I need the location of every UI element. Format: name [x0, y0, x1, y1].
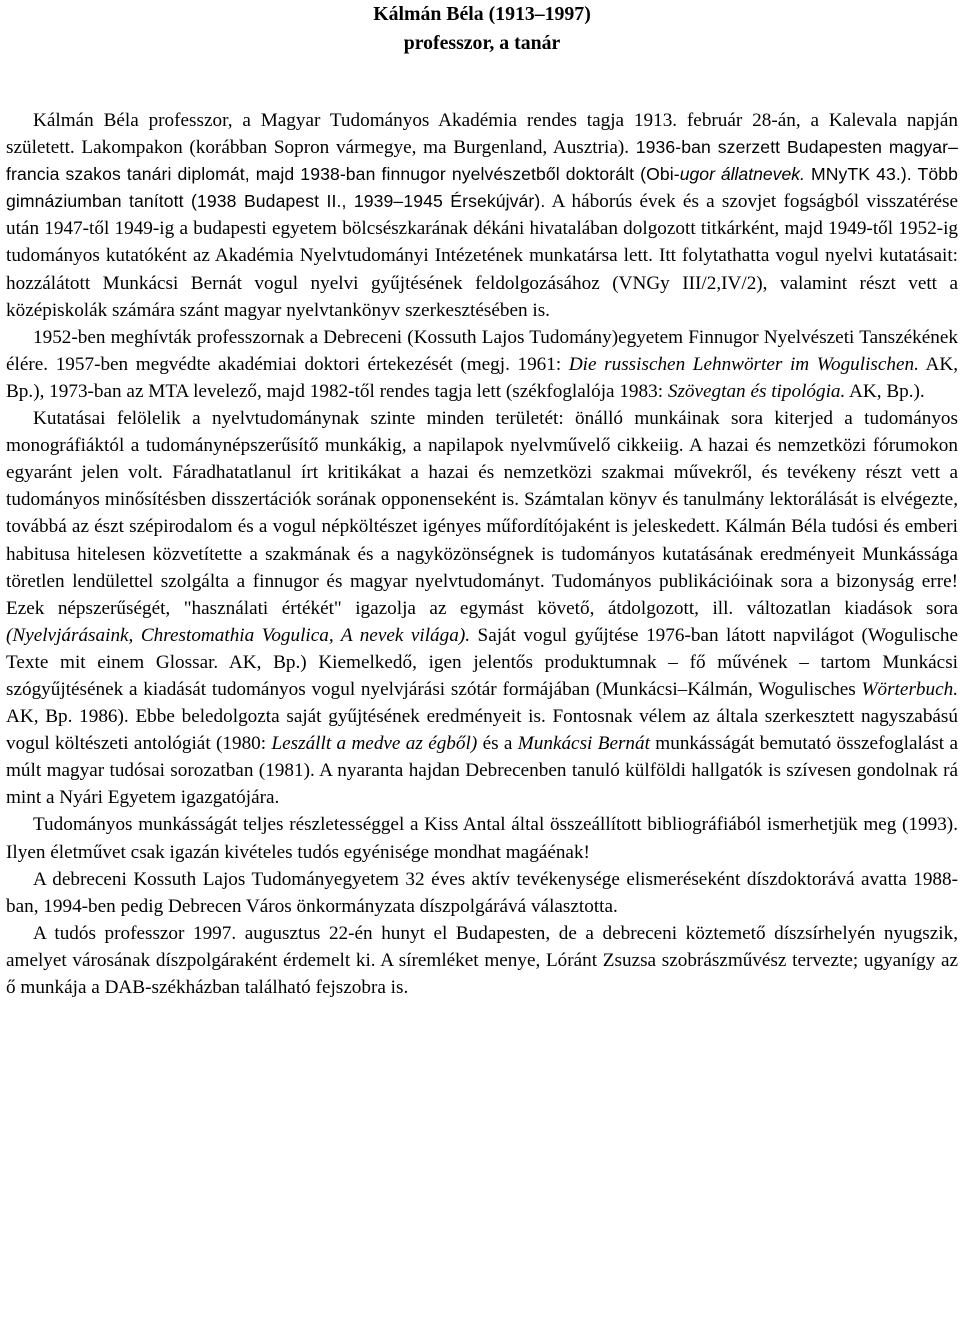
text-run: munkásságát bemutató összefoglalást a múlt magyar tudósai sorozatban (1981). A nyaranta hajdan Debrecenben tanuló külföldi hallgatók is szívesen gondolnak rá mint a Nyári Egyetem igazgatójára. — [6, 733, 958, 809]
text-run: Kutatásai felölelik a nyelvtudománynak szinte minden területét: önálló munkáinak sora kiterjed a tudományos monográfiáktól a tudománynépszerűsítő munkákig, a napilapok nyelvművelő cikkeiig. A hazai és nemzetközi fórumokon egyaránt jelen volt. Fáradhatatlanul írt kritikákat a hazai és nemzetközi szakmai művekről, és tevékeny részt vett a tudományos minősítésben disszertációk sorának opponenseként is. Számtalan könyv és tanulmány lektorálását is elvégezte, továbbá az észt szépirodalom és a vogul népköltészet igényes műfordítójaként is jeleskedett. Kálmán Béla tudósi és emberi habitusa hitelesen közvetítette a szakmának és a nagyközönségnek is tudományos kutatásának eredményeit Munkássága töretlen lendülettel szolgálta a finnugor és magyar nyelvtudományt. Tudományos publikációinak sora a bizonyság erre! Ezek népszerűségét, "használati értékét" igazolja az egymást követő, átdolgozott, ill. változatlan kiadások sora — [6, 408, 958, 619]
text-run-italic: Leszállt a medve az égből) — [271, 733, 478, 755]
paragraph-death: A tudós professzor 1997. augusztus 22-én hunyt el Budapesten, de a debreceni köztemető díszsírhelyén nyugszik, amelyet városának díszpolgáraként érdemelt ki. A síremléket menye, Lóránt Zsuzsa szobrászművész tervezte; ugyanígy az ő munkája a DAB-székházban található fejszobra is. — [6, 922, 958, 998]
document-subtitle: professzor, a tanár — [403, 32, 561, 54]
text-run-sans: 1936-ban szerzett Budapesten magyar–francia szakos tanári diplomát, majd 1938-ban finnugor nyelvészetből doktorált (Obi- — [6, 137, 959, 185]
document-header — [6, 0, 958, 58]
text-run-italic: Die russischen Lehnwörter im Wogulischen. — [568, 353, 919, 375]
text-run: és a — [477, 733, 518, 755]
paragraph-biography-early — [6, 107, 958, 324]
text-run: Kálmán Béla professzor, a Magyar Tudományos Akadémia rendes tagja 1913. február 28-án, a Kalevala napján született. Lakompakon (korábban Sopron vármegye, ma Burgenland, Ausztria). — [6, 110, 958, 159]
text-run: AK, Bp. 1986). Ebbe beledolgozta saját gyűjtésének eredményeit is. Fontosnak vélem az általa szerkesztett nagyszabású vogul költészeti antológiát (1980: — [6, 706, 958, 755]
text-run-sans: MNyTK 43.). Több gimnáziumban tanított (1938 Budapest II., 1939–1945 Érsekújvár). — [6, 164, 958, 212]
text-run-sans-italic: ugor állatnevek. — [679, 164, 805, 185]
text-run-italic: Munkácsi Bernát — [517, 733, 650, 755]
text-run: AK, Bp.), 1973-ban az MTA levelező, majd 1982-től rendes tagja lett (székfoglalója 1983: — [6, 353, 958, 402]
header-spacer — [6, 58, 958, 107]
text-run: Saját vogul gyűjtése 1976-ban látott napvilágot (Wogulische Texte mit einem Glossar. AK, Bp.) Kiemelkedő, igen jelentős produktumnak – fő művének – tartom Munkácsi szógyűjtésének a kiadását tudományos vogul nyelvjárási szótár formájában (Munkácsi–Kálmán, Wogulisches — [6, 624, 958, 700]
document-page — [6, 0, 958, 1001]
text-run: AK, Bp.). — [845, 380, 925, 402]
paragraph-honors: A debreceni Kossuth Lajos Tudományegyetem 32 éves aktív tevékenysége elismeréseként díszdoktorává avatta 1988-ban, 1994-ben pedig Debrecen Város önkormányzata díszpolgárává választotta. — [6, 868, 958, 917]
paragraph-research — [6, 405, 958, 811]
text-run: 1952-ben meghívták professzornak a Debreceni (Kossuth Lajos Tudomány)egyetem Finnugor Nyelvészeti Tanszékének élére. 1957-ben megvédte akadémiai doktori értekezését (megj. 1961: — [6, 326, 958, 375]
document-title: Kálmán Béla (1913–1997) — [373, 3, 591, 25]
paragraph-bibliography: Tudományos munkásságát teljes részletességgel a Kiss Antal által összeállított bibliográfiából ismerhetjük meg (1993). Ilyen életművet csak igazán kivételes tudós egyénisége mondhat magáénak! — [6, 814, 958, 863]
text-run-italic: Wörterbuch. — [861, 678, 958, 700]
text-run-italic: Szövegtan és tipológia. — [667, 380, 846, 402]
paragraph-debrecen-career — [6, 324, 958, 405]
text-run-italic: (Nyelvjárásaink, Chrestomathia Vogulica, A nevek világa). — [6, 624, 471, 646]
text-run: A háborús évek és a szovjet fogságból visszatérése után 1947-től 1949-ig a budapesti egyetem bölcsészkarának dékáni hivatalában dolgozott titkárként, majd 1949-től 1952-ig tudományos kutatóként az Akadémia Nyelvtudományi Intézetének munkatársa lett. Itt folytathatta vogul nyelvi kutatásait: hozzálátott Munkácsi Bernát vogul nyelvi gyűjtésének feldolgozásához (VNGy III/2,IV/2), valamint részt vett a középiskolák számára szánt magyar nyelvtankönyv szerkesztésében is. — [6, 191, 958, 321]
